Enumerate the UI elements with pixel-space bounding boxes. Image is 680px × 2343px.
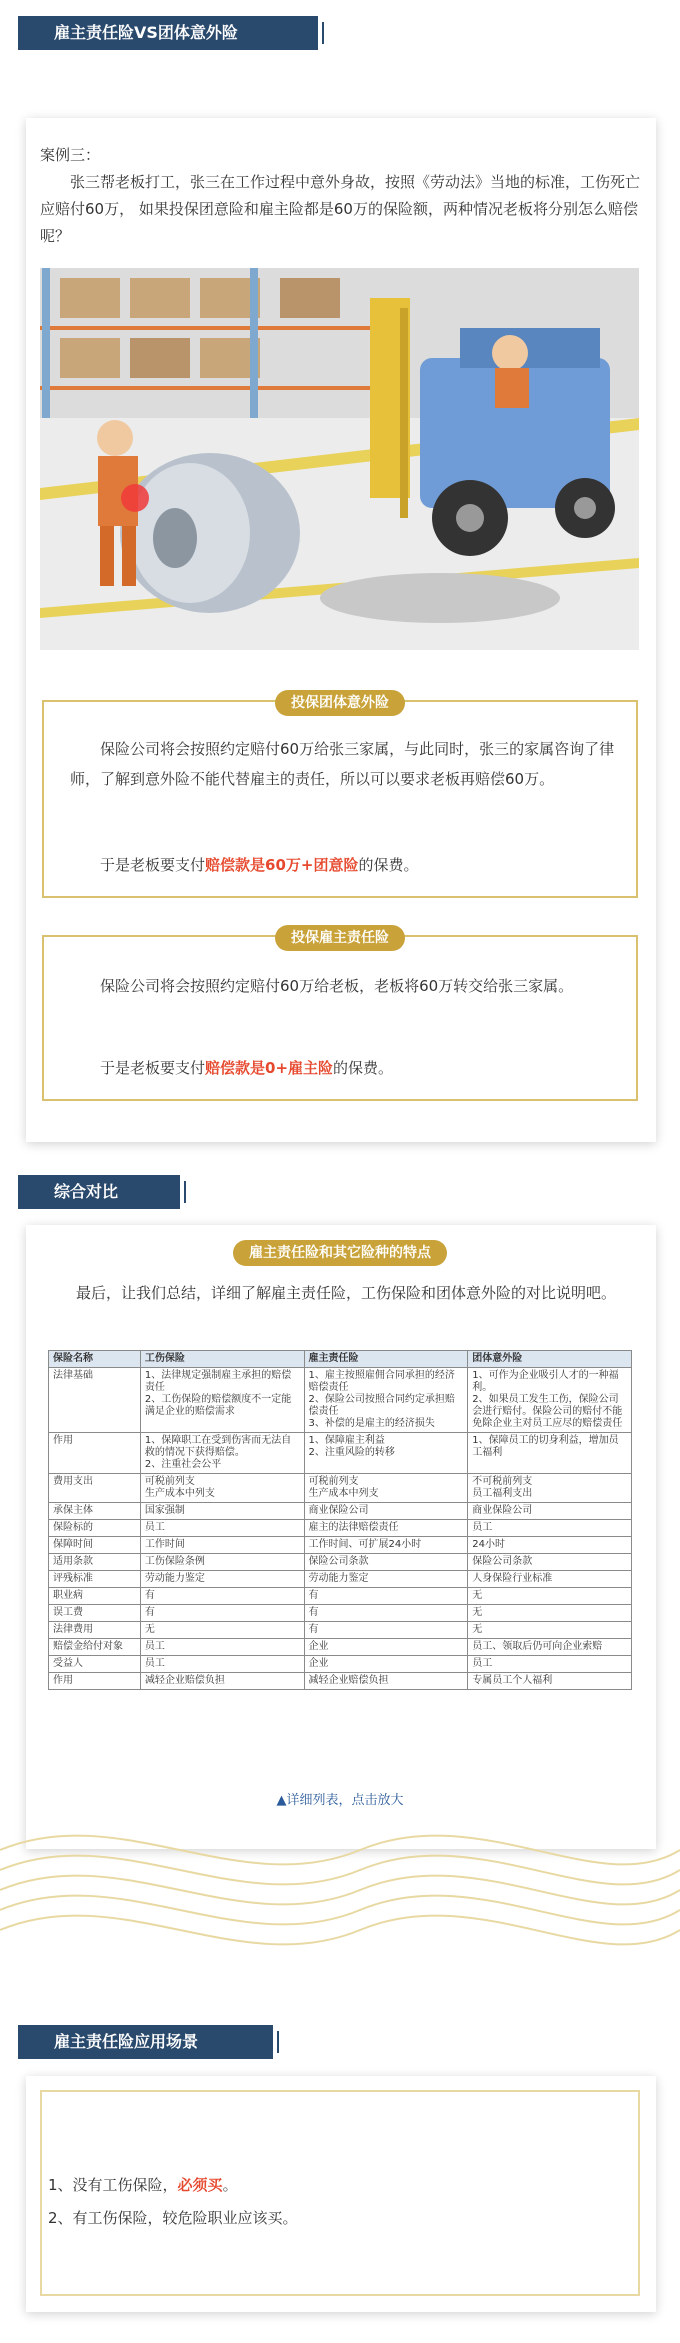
table-cell: 员工 [140, 1520, 304, 1537]
table-cell: 1、雇主按照雇佣合同承担的经济赔偿责任 2、保险公司按照合同约定承担赔偿责任 3、补偿的是雇主的经济损失 [304, 1368, 468, 1433]
conclusion-highlight: 赔偿款是60万+团意险 [205, 856, 359, 874]
table-cell: 保险标的 [49, 1520, 141, 1537]
table-cell: 劳动能力鉴定 [140, 1571, 304, 1588]
section-header-scenarios [18, 2025, 273, 2059]
table-cell: 作用 [49, 1673, 141, 1690]
table-cell: 1、保障雇主利益 2、注重风险的转移 [304, 1433, 468, 1474]
section-title: 雇主责任险应用场景 [54, 2032, 199, 2051]
employer-liability-box [42, 930, 638, 1101]
table-row [49, 1605, 632, 1622]
table-row [49, 1639, 632, 1656]
table-cell: 员工 [468, 1520, 632, 1537]
table-cell: 保险公司条款 [304, 1554, 468, 1571]
table-header-cell: 团体意外险 [468, 1351, 632, 1368]
table-header-cell: 工伤保险 [140, 1351, 304, 1368]
table-cell: 1、可作为企业吸引人才的一种福利。 2、如果员工发生工伤，保险公司会进行赔付。保险公司的赔付不能免除企业主对员工应尽的赔偿责任 [468, 1368, 632, 1433]
table-cell: 员工 [468, 1656, 632, 1673]
table-cell: 企业 [304, 1639, 468, 1656]
table-row [49, 1474, 632, 1503]
scenario-line-2: 2、有工伤保险，较危险职业应该买。 [48, 2209, 298, 2227]
comparison-intro: 最后，让我们总结，详细了解雇主责任险，工伤保险和团体意外险的对比说明吧。 [76, 1284, 617, 1302]
table-cell: 国家强制 [140, 1503, 304, 1520]
forklift-accident-illustration [40, 268, 639, 650]
table-caption[interactable]: ▲详细列表，点击放大 [276, 1793, 404, 1808]
table-cell: 员工 [140, 1656, 304, 1673]
group-accident-conclusion [70, 850, 616, 880]
case-body: 张三帮老板打工，张三在工作过程中意外身故，按照《劳动法》当地的标准，工伤死亡应赔付60万， 如果投保团意险和雇主险都是60万的保险额，两种情况老板将分别怎么赔偿呢？ [40, 173, 641, 245]
conclusion-prefix: 于是老板要支付 [100, 856, 206, 874]
table-cell: 保险公司条款 [468, 1554, 632, 1571]
table-cell: 有 [304, 1605, 468, 1622]
table-row [49, 1571, 632, 1588]
conclusion-prefix: 于是老板要支付 [100, 1059, 206, 1077]
table-row [49, 1368, 632, 1433]
employer-liability-explanation: 保险公司将会按照约定赔付60万给老板，老板将60万转交给张三家属。 [100, 977, 574, 995]
table-row [49, 1503, 632, 1520]
conclusion-suffix: 的保费。 [358, 856, 419, 874]
table-cell: 法律费用 [49, 1622, 141, 1639]
table-cell: 保障时间 [49, 1537, 141, 1554]
table-body [49, 1368, 632, 1690]
case-title: 案例三： [40, 146, 101, 164]
table-cell: 承保主体 [49, 1503, 141, 1520]
forklift-illustration-svg [40, 268, 639, 650]
table-cell: 企业 [304, 1656, 468, 1673]
table-cell: 受益人 [49, 1656, 141, 1673]
table-cell: 商业保险公司 [304, 1503, 468, 1520]
table-row [49, 1622, 632, 1639]
table-cell: 商业保险公司 [468, 1503, 632, 1520]
scenario-1-suffix: 。 [222, 2176, 238, 2194]
table-cell: 24小时 [468, 1537, 632, 1554]
table-cell: 减轻企业赔偿负担 [304, 1673, 468, 1690]
scenario-1-prefix: 1、没有工伤保险， [48, 2176, 178, 2194]
section-title: 雇主责任险VS团体意外险 [54, 23, 238, 42]
table-cell: 员工 [140, 1639, 304, 1656]
section-header-comparison [18, 16, 318, 50]
comparison-tag: 雇主责任险和其它险种的特点 [233, 1240, 447, 1266]
table-cell: 有 [140, 1605, 304, 1622]
table-row [49, 1554, 632, 1571]
table-row [49, 1520, 632, 1537]
scenario-1-highlight: 必须买 [177, 2176, 223, 2194]
table-row [49, 1656, 632, 1673]
table-cell: 法律基础 [49, 1368, 141, 1433]
table-cell: 1、保障职工在受到伤害而无法自救的情况下获得赔偿。 2、注重社会公平 [140, 1433, 304, 1474]
table-header-cell: 雇主责任险 [304, 1351, 468, 1368]
conclusion-suffix: 的保费。 [333, 1059, 394, 1077]
table-cell: 无 [140, 1622, 304, 1639]
table-cell: 无 [468, 1605, 632, 1622]
table-cell: 无 [468, 1622, 632, 1639]
group-accident-explanation: 保险公司将会按照约定赔付60万给张三家属，与此同时，张三的家属咨询了律师，了解到意外险不能代替雇主的责任，所以可以要求老板再赔偿60万。 [70, 740, 615, 788]
table-row [49, 1433, 632, 1474]
table-cell: 评残标准 [49, 1571, 141, 1588]
table-cell: 有 [304, 1588, 468, 1605]
section-header-overall [18, 1175, 180, 1209]
table-cell: 有 [140, 1588, 304, 1605]
table-header-row [49, 1351, 632, 1368]
table-cell: 专属员工个人福利 [468, 1673, 632, 1690]
conclusion-highlight: 赔偿款是0+雇主险 [205, 1059, 334, 1077]
table-cell: 可税前列支 生产成本中列支 [304, 1474, 468, 1503]
group-accident-box [42, 695, 638, 898]
table-cell: 职业病 [49, 1588, 141, 1605]
group-accident-tag: 投保团体意外险 [275, 690, 405, 716]
table-row [49, 1588, 632, 1605]
scenario-line-1 [48, 2170, 238, 2200]
table-cell: 误工费 [49, 1605, 141, 1622]
table-cell: 工作时间 [140, 1537, 304, 1554]
table-cell: 人身保险行业标准 [468, 1571, 632, 1588]
table-cell: 不可税前列支 员工福利支出 [468, 1474, 632, 1503]
table-cell: 员工、领取后仍可向企业索赔 [468, 1639, 632, 1656]
comparison-table[interactable] [48, 1350, 632, 1690]
employer-liability-conclusion [70, 1053, 616, 1083]
table-cell: 赔偿金给付对象 [49, 1639, 141, 1656]
table-cell: 工作时间、可扩展24小时 [304, 1537, 468, 1554]
table-cell: 减轻企业赔偿负担 [140, 1673, 304, 1690]
employer-liability-tag: 投保雇主责任险 [275, 925, 405, 951]
table-row [49, 1537, 632, 1554]
section-title: 综合对比 [54, 1182, 119, 1201]
table-cell: 无 [468, 1588, 632, 1605]
table-cell: 劳动能力鉴定 [304, 1571, 468, 1588]
table-cell: 作用 [49, 1433, 141, 1474]
table-row [49, 1673, 632, 1690]
table-cell: 有 [304, 1622, 468, 1639]
table-cell: 可税前列支 生产成本中列支 [140, 1474, 304, 1503]
table-cell: 工伤保险条例 [140, 1554, 304, 1571]
table-header-cell: 保险名称 [49, 1351, 141, 1368]
table-cell: 雇主的法律赔偿责任 [304, 1520, 468, 1537]
table-cell: 1、保障员工的切身利益，增加员工福利 [468, 1433, 632, 1474]
table-cell: 适用条款 [49, 1554, 141, 1571]
table-cell: 费用支出 [49, 1474, 141, 1503]
wave-decoration [0, 1790, 680, 1990]
table-cell: 1、法律规定强制雇主承担的赔偿责任 2、工伤保险的赔偿额度不一定能满足企业的赔偿需求 [140, 1368, 304, 1433]
